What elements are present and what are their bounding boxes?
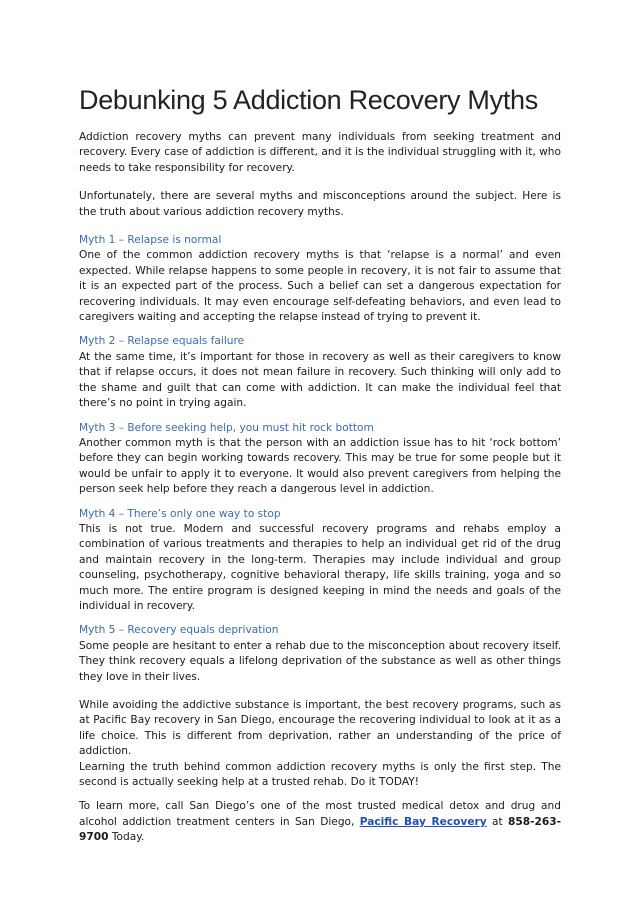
closing-paragraph-2: Learning the truth behind common addiction recovery myths is only the first step. The second is actually seeking help at a trusted rehab. Do it TODAY! <box>79 760 561 789</box>
myth-5-body: Some people are hesitant to enter a rehab due to the misconception about recovery itself. They think recovery equals a lifelong deprivation of the substance as well as other things they love in their lives. <box>79 639 561 683</box>
myth-1-body: One of the common addiction recovery myths is that ‘relapse is a normal’ and even expected. While relapse happens to some people in recovery, it is not fair to assume that it is an expected part of the process. Such a belief can set a dangerous expectation for recovering individuals. It may even encourage self-defeating behaviors, and even lead to caregivers waiting and accepting the relapse instead of trying to prevent it. <box>79 249 561 324</box>
page-title: Debunking 5 Addiction Recovery Myths <box>79 85 538 115</box>
spacer <box>79 614 561 623</box>
document-body <box>79 84 561 846</box>
phone-number: 858-263-9700 <box>79 815 561 844</box>
closing-paragraph-1: While avoiding the addictive substance is important, the best recovery programs, such as at Pacific Bay recovery in San Diego, encourage the recovering individual to look at it as a life choice. This is different from deprivation, rather an understanding of the price of addiction. <box>79 699 561 758</box>
pacific-bay-recovery-link[interactable]: Pacific Bay Recovery <box>359 815 487 828</box>
myth-4-body: This is not true. Modern and successful recovery programs and rehabs employ a combination of various treatments and therapies to help an individual get rid of the drug and maintain recovery in the long-term. Therapies may include individual and group counseling, psychotherapy, cognitive behavioral therapy, life skills training, yoga and so much more. The entire program is designed keeping in mind the needs and goals of the individual in recovery. <box>79 522 561 612</box>
myth-2-body: At the same time, it’s important for those in recovery as well as their caregivers to know that if relapse occurs, it does not mean failure in recovery. Such thinking will only add to the shame and guilt that can come with addiction. It can make the individual feel that there’s no point in trying again. <box>79 350 561 410</box>
spacer <box>79 220 561 233</box>
myth-5-heading: Myth 5 – Recovery equals deprivation <box>79 624 279 637</box>
intro-paragraph-1: Addiction recovery myths can prevent many individuals from seeking treatment and recovery. Every case of addiction is different, and it is the individual struggling with it, who needs to take responsibility for recovery. <box>79 131 561 174</box>
myth-3-heading: Myth 3 – Before seeking help, you must hit rock bottom <box>79 421 374 434</box>
spacer <box>79 790 561 799</box>
myth-3-body: Another common myth is that the person with an addiction issue has to hit ‘rock bottom’ before they can begin working towards recovery. This may be true for some people but it would be unfair to apply it to everyone. It would also prevent caregivers from helping the person seek help before they reach a dangerous level in addiction. <box>79 436 561 496</box>
intro-paragraph-2: Unfortunately, there are several myths and misconceptions around the subject. Here is the truth about various addiction recovery myths. <box>79 190 561 218</box>
cta-prefix: To learn more, call San Diego’s one of the most trusted medical detox and drug and alcohol addiction treatment centers in San Diego, <box>79 800 561 828</box>
spacer <box>79 412 561 421</box>
myth-1-heading: Myth 1 – Relapse is normal <box>79 234 222 247</box>
call-to-action <box>79 799 561 845</box>
spacer <box>79 498 561 507</box>
spacer <box>79 325 561 334</box>
cta-middle: at <box>486 815 508 828</box>
spacer <box>79 685 561 698</box>
myth-4-heading: Myth 4 – There’s only one way to stop <box>79 507 281 520</box>
myth-2-heading: Myth 2 – Relapse equals failure <box>79 335 245 348</box>
spacer <box>79 176 561 189</box>
cta-suffix: Today. <box>108 831 145 844</box>
